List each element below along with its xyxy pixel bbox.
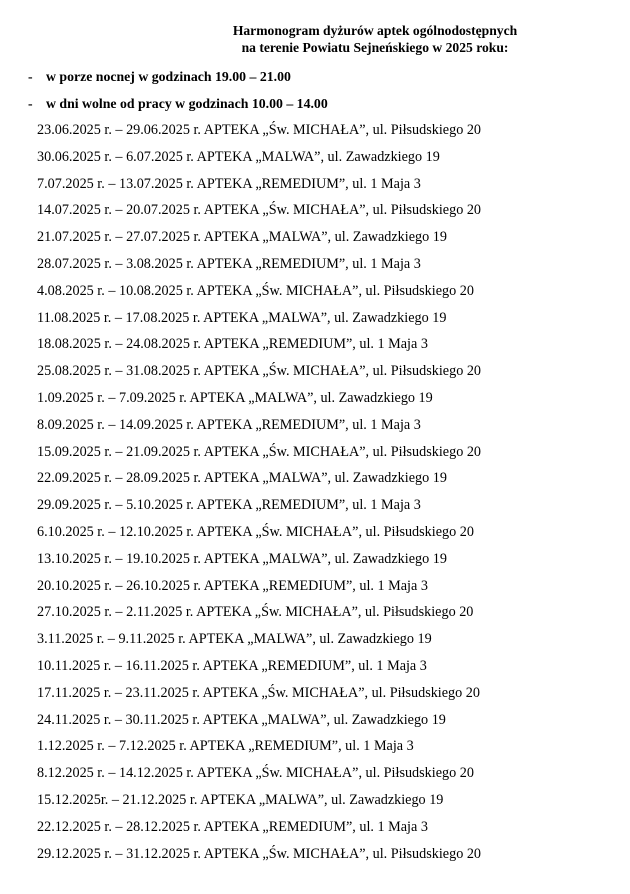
schedule-entry: 29.09.2025 r. – 5.10.2025 r. APTEKA „REMEDIUM”, ul. 1 Maja 3	[37, 497, 421, 514]
schedule-entry: 11.08.2025 r. – 17.08.2025 r. APTEKA „MALWA”, ul. Zawadzkiego 19	[37, 309, 447, 326]
document-title-line-1: Harmonogram dyżurów aptek ogólnodostępnych	[232, 23, 518, 38]
schedule-entry: 6.10.2025 r. – 12.10.2025 r. APTEKA „Św. MICHAŁA”, ul. Piłsudskiego 20	[37, 523, 474, 540]
schedule-entry: 29.12.2025 r. – 31.12.2025 r. APTEKA „Św. MICHAŁA”, ul. Piłsudskiego 20	[37, 845, 482, 862]
schedule-entry: 30.06.2025 r. – 6.07.2025 r. APTEKA „MALWA”, ul. Zawadzkiego 19	[37, 148, 440, 165]
schedule-entry: 22.09.2025 r. – 28.09.2025 r. APTEKA „MALWA”, ul. Zawadzkiego 19	[37, 470, 447, 487]
schedule-entry: 15.09.2025 r. – 21.09.2025 r. APTEKA „Św. MICHAŁA”, ul. Piłsudskiego 20	[37, 443, 482, 460]
schedule-entry: 14.07.2025 r. – 20.07.2025 r. APTEKA „Św. MICHAŁA”, ul. Piłsudskiego 20	[37, 202, 482, 219]
schedule-entry: 1.12.2025 r. – 7.12.2025 r. APTEKA „REMEDIUM”, ul. 1 Maja 3	[37, 738, 414, 755]
schedule-entry: 18.08.2025 r. – 24.08.2025 r. APTEKA „REMEDIUM”, ul. 1 Maja 3	[37, 336, 428, 353]
schedule-entry: 4.08.2025 r. – 10.08.2025 r. APTEKA „Św. MICHAŁA”, ul. Piłsudskiego 20	[37, 282, 474, 299]
schedule-entry: 1.09.2025 r. – 7.09.2025 r. APTEKA „MALWA”, ul. Zawadzkiego 19	[37, 389, 433, 406]
duty-schedule-list	[37, 121, 481, 871]
dash-bullet: -	[28, 96, 33, 111]
schedule-entry: 7.07.2025 r. – 13.07.2025 r. APTEKA „REMEDIUM”, ul. 1 Maja 3	[37, 175, 421, 192]
schedule-entry: 13.10.2025 r. – 19.10.2025 r. APTEKA „MALWA”, ul. Zawadzkiego 19	[37, 550, 447, 567]
schedule-entry: 21.07.2025 r. – 27.07.2025 r. APTEKA „MALWA”, ul. Zawadzkiego 19	[37, 229, 447, 246]
schedule-entry: 17.11.2025 r. – 23.11.2025 r. APTEKA „Św. MICHAŁA”, ul. Piłsudskiego 20	[37, 684, 480, 701]
hours-night-item	[28, 68, 291, 86]
schedule-entry: 22.12.2025 r. – 28.12.2025 r. APTEKA „REMEDIUM”, ul. 1 Maja 3	[37, 818, 428, 835]
schedule-entry: 20.10.2025 r. – 26.10.2025 r. APTEKA „REMEDIUM”, ul. 1 Maja 3	[37, 577, 428, 594]
hours-night-text: w porze nocnej w godzinach 19.00 – 21.00	[46, 69, 291, 84]
schedule-entry: 28.07.2025 r. – 3.08.2025 r. APTEKA „REMEDIUM”, ul. 1 Maja 3	[37, 255, 421, 272]
dash-bullet: -	[28, 69, 33, 84]
schedule-entry: 23.06.2025 r. – 29.06.2025 r. APTEKA „Św. MICHAŁA”, ul. Piłsudskiego 20	[37, 122, 482, 138]
hours-holiday-item	[28, 95, 328, 113]
schedule-entry: 24.11.2025 r. – 30.11.2025 r. APTEKA „MALWA”, ul. Zawadzkiego 19	[37, 711, 446, 728]
schedule-entry: 10.11.2025 r. – 16.11.2025 r. APTEKA „REMEDIUM”, ul. 1 Maja 3	[37, 657, 427, 674]
schedule-entry: 8.12.2025 r. – 14.12.2025 r. APTEKA „Św. MICHAŁA”, ul. Piłsudskiego 20	[37, 765, 474, 782]
document-title-line-2: na terenie Powiatu Sejneńskiego w 2025 roku:	[241, 40, 509, 55]
schedule-entry: 8.09.2025 r. – 14.09.2025 r. APTEKA „REMEDIUM”, ul. 1 Maja 3	[37, 416, 421, 433]
hours-holiday-text: w dni wolne od pracy w godzinach 10.00 – 14.00	[46, 96, 328, 111]
schedule-entry: 25.08.2025 r. – 31.08.2025 r. APTEKA „Św. MICHAŁA”, ul. Piłsudskiego 20	[37, 363, 482, 380]
schedule-entry: 3.11.2025 r. – 9.11.2025 r. APTEKA „MALWA”, ul. Zawadzkiego 19	[37, 631, 432, 648]
schedule-entry: 27.10.2025 r. – 2.11.2025 r. APTEKA „Św. MICHAŁA”, ul. Piłsudskiego 20	[37, 604, 474, 621]
schedule-entry: 15.12.2025r. – 21.12.2025 r. APTEKA „MALWA”, ul. Zawadzkiego 19	[37, 791, 444, 808]
